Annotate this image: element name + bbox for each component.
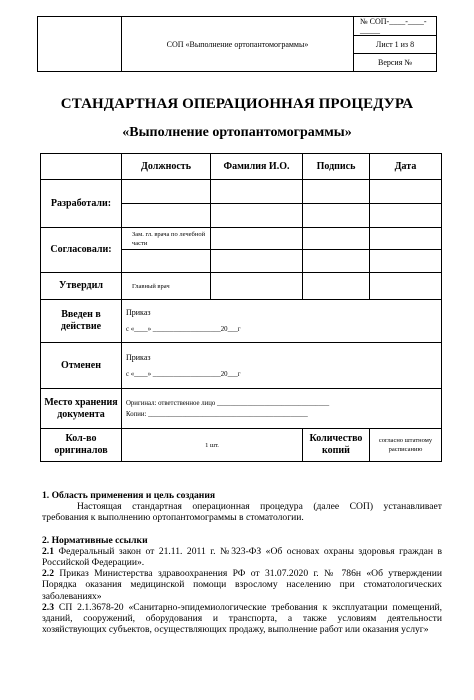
- sheet-number: Лист 1 из 8: [354, 36, 437, 54]
- introduced-label: Введен в действие: [41, 300, 122, 343]
- storage-form: [122, 389, 442, 429]
- approved-label: Утвердил: [41, 273, 122, 300]
- table-cell[interactable]: [370, 204, 442, 228]
- table-cell[interactable]: [303, 273, 370, 300]
- originals-value: 1 шт.: [122, 429, 303, 462]
- originals-label: Кол-во оригиналов: [41, 429, 122, 462]
- version-number: Версия №: [354, 54, 437, 72]
- table-cell[interactable]: [211, 204, 303, 228]
- copies-label: Количество копий: [303, 429, 370, 462]
- table-cell[interactable]: [303, 250, 370, 273]
- table-cell[interactable]: [370, 273, 442, 300]
- approval-table: [40, 153, 442, 462]
- table-cell[interactable]: [370, 180, 442, 204]
- document-body: [42, 490, 442, 635]
- cancelled-form: [122, 343, 442, 389]
- col-date: Дата: [370, 154, 442, 180]
- table-cell[interactable]: [211, 273, 303, 300]
- table-cell[interactable]: [122, 180, 211, 204]
- agreed-label: Согласовали:: [41, 228, 122, 273]
- table-cell[interactable]: [122, 204, 211, 228]
- document-subtitle: «Выполнение ортопантомограммы»: [122, 125, 352, 140]
- cancelled-order: Приказ: [126, 352, 151, 362]
- col-name: Фамилия И.О.: [211, 154, 303, 180]
- storage-copies[interactable]: Копии: _______________________________________________: [126, 410, 308, 418]
- header-title: СОП «Выполнение ортопантомограммы»: [122, 17, 354, 72]
- cancelled-date[interactable]: с «____» ____________________20___г: [126, 370, 241, 378]
- table-cell[interactable]: [122, 250, 211, 273]
- document-header: [37, 16, 437, 72]
- reference-3-number: 2.3: [42, 601, 54, 613]
- table-cell[interactable]: [211, 180, 303, 204]
- reference-2: [42, 568, 442, 602]
- table-cell[interactable]: [370, 250, 442, 273]
- corner-cell: [41, 154, 122, 180]
- reference-3: [42, 602, 442, 636]
- table-cell[interactable]: [303, 204, 370, 228]
- document-title: СТАНДАРТНАЯ ОПЕРАЦИОННАЯ ПРОЦЕДУРА: [60, 96, 414, 112]
- cancelled-label: Отменен: [41, 343, 122, 389]
- reference-3-text: СП 2.1.3678-20 «Санитарно-эпидемиологические требования к эксплуатации помещений, зданий, сооружений, оборудования и транспорта, а также условиям деятельности хозяйствующих субъектов, осуществляющих продажу, выполнение работ или оказания услуг»: [42, 601, 442, 636]
- section-1-heading: 1. Область применения и цель создания: [42, 490, 216, 501]
- reference-1: [42, 546, 442, 568]
- introduced-date[interactable]: с «____» ____________________20___г: [126, 326, 241, 333]
- reference-2-text: Приказ Министерства здравоохранения РФ от 31.07.2020 г. № 786н «Об утверждении Порядка оказания медицинской помощи взрослому населению при стоматологических заболеваниях»: [42, 568, 442, 602]
- table-cell[interactable]: [303, 180, 370, 204]
- agreed-position: Зам. гл. врача по лечебной части: [122, 228, 211, 250]
- table-header-row: [41, 154, 442, 180]
- storage-label: Место хранения документа: [41, 389, 122, 429]
- reference-2-number: 2.2: [42, 568, 54, 580]
- table-cell[interactable]: [211, 228, 303, 250]
- logo-cell: [38, 17, 122, 72]
- approved-position: Главный врач: [122, 273, 211, 300]
- section-2-heading: 2. Нормативные ссылки: [42, 534, 148, 546]
- section-1-text: Настоящая стандартная операционная процедура (далее СОП) устанавливает требования к выполнению ортопантомограммы в стоматологии.: [42, 501, 442, 524]
- reference-1-number: 2.1: [42, 545, 54, 557]
- table-cell[interactable]: [370, 228, 442, 250]
- introduced-form: [122, 300, 442, 343]
- table-cell[interactable]: [211, 250, 303, 273]
- sop-number: № СОП-____-____-_____: [354, 17, 437, 36]
- developed-label: Разработали:: [41, 180, 122, 228]
- col-signature: Подпись: [303, 154, 370, 180]
- storage-original[interactable]: Оригинал: ответственное лицо _________________________________: [126, 399, 330, 407]
- table-cell[interactable]: [303, 228, 370, 250]
- copies-value: согласно штатному расписанию: [370, 429, 442, 462]
- introduced-order: Приказ: [126, 308, 151, 317]
- reference-1-text: Федеральный закон от 21.11. 2011 г. №323-ФЗ «Об основах охраны здоровья граждан в Российской Федерации».: [42, 545, 442, 569]
- col-position: Должность: [122, 154, 211, 180]
